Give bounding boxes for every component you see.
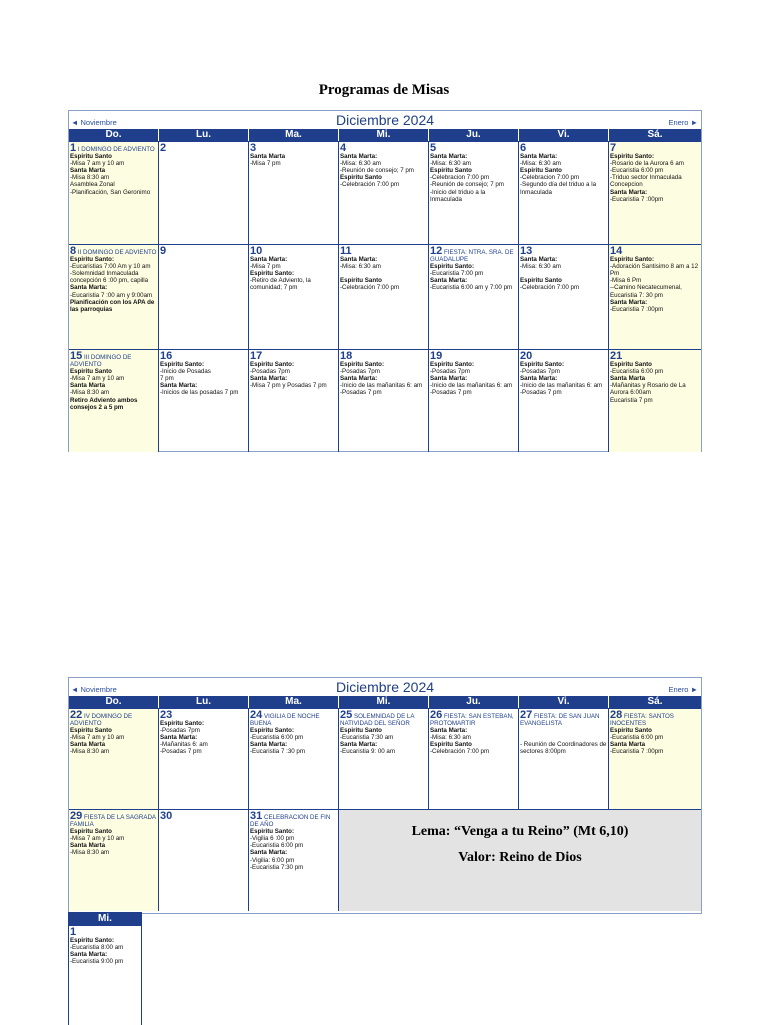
event-line: -Eucaristia 7 :00pm — [610, 305, 664, 313]
next-month-link[interactable]: Enero ► — [668, 118, 698, 127]
event-line: Santa Marta: — [430, 153, 468, 161]
day-header — [250, 351, 337, 361]
day-number: 3 — [250, 142, 257, 154]
day-number: 22 — [70, 709, 83, 721]
event-line: -Inicio de Posadas 7 pm — [160, 368, 211, 383]
day-header — [520, 351, 607, 361]
event-line: -Misa 8:30 am — [70, 748, 110, 756]
event-line: -Eucaristia 7 :00 am y 9:00am — [70, 291, 153, 299]
event-line: Santa Marta: — [340, 153, 378, 161]
event-line: Santa Marta: — [250, 849, 288, 857]
event-line: -Vigilia: 6:00 pm -Eucaristia 7:30 pm — [250, 856, 304, 871]
event-line: Santa Marta: — [250, 375, 288, 383]
day-number: 30 — [160, 810, 173, 822]
event-line: -Posadas 7pm — [340, 368, 380, 376]
event-line: Santa Marta: — [250, 256, 288, 264]
weekday-label: Sá. — [647, 696, 663, 707]
day-number: 8 — [70, 245, 77, 257]
day-cell[interactable] — [249, 350, 339, 452]
day-cell[interactable] — [519, 350, 609, 452]
day-feast-title: I DOMINGO DE ADVIENTO — [76, 146, 155, 153]
event-line: Espiritu Santo: — [520, 361, 565, 369]
weekday-header-row — [69, 696, 701, 708]
event-line: Santa Marta — [70, 741, 106, 749]
event-line: Espiritu Santo: — [250, 270, 295, 278]
calendar-december-part-2 — [68, 677, 702, 914]
event-line: -Inicio de las mañanitas 6: am -Posadas 7 pm — [520, 382, 603, 397]
event-line: Espiritu Santo: — [610, 256, 655, 264]
day-header — [430, 246, 517, 263]
day-number: 2 — [160, 142, 167, 154]
day-header — [70, 351, 157, 368]
day-number: 1 — [70, 142, 77, 154]
event-line: -Inicios de las posadas 7 pm — [160, 389, 239, 397]
day-header — [430, 351, 517, 361]
day-number: 10 — [250, 245, 263, 257]
day-number: 24 — [250, 709, 263, 721]
day-header — [340, 143, 427, 153]
day-cell[interactable] — [249, 810, 339, 911]
event-line: -Posadas 7pm — [430, 368, 470, 376]
event-line: Espiritu Santo — [70, 153, 112, 161]
day-header — [610, 143, 700, 153]
day-number: 16 — [160, 350, 173, 362]
day-cell[interactable] — [519, 709, 609, 809]
event-line: Espiritu Santo: — [160, 361, 205, 369]
event-line: -Inicio de las mañanitas 6: am -Posadas 7 pm — [430, 382, 513, 397]
event-line: Espiritu Santo — [70, 828, 112, 836]
event-line: -Eucaristia 6:00 am y 7:00 pm — [430, 284, 513, 292]
day-number: 28 — [610, 709, 623, 721]
day-feast-title: III DOMINGO DE ADVIENTO — [70, 354, 132, 369]
day-cell[interactable] — [69, 350, 159, 452]
event-line: Santa Marta: — [340, 741, 378, 749]
event-line: -Celebración 7:00 pm — [340, 284, 400, 292]
day-cell[interactable] — [249, 709, 339, 809]
calendar-january-fragment — [68, 912, 142, 1025]
event-line: -Mañanitas y Rosario de La Aurora 6:00am Eucaristia 7 pm — [610, 382, 686, 404]
day-cell[interactable] — [609, 350, 701, 452]
day-number: 14 — [610, 245, 623, 257]
event-line: -Eucaristia 6:00 pm — [610, 368, 664, 376]
event-line: Espiritu Santo: — [430, 263, 475, 271]
day-cell[interactable] — [519, 245, 609, 349]
day-number: 21 — [610, 350, 623, 362]
day-header — [340, 710, 427, 727]
weekday-label: Mi. — [98, 913, 112, 924]
event-line: Espiritu Santo — [70, 727, 112, 735]
day-cell[interactable] — [159, 350, 249, 452]
day-header — [250, 143, 337, 153]
event-line: Espiritu Santo — [520, 277, 562, 285]
day-cell[interactable] — [519, 142, 609, 244]
day-number: 31 — [250, 810, 263, 822]
event-line: Santa Marta: — [340, 375, 378, 383]
day-cell[interactable] — [159, 245, 249, 349]
event-line: -Inicio de las mañanitas 6: am -Posadas 7 pm — [340, 382, 423, 397]
day-number: 6 — [520, 142, 527, 154]
day-header — [160, 710, 247, 720]
event-line: Espiritu Santo: — [250, 361, 295, 369]
day-header — [610, 710, 700, 727]
day-header — [250, 811, 337, 828]
weekday-label: Vi. — [519, 696, 609, 708]
event-line: -Misa 7 pm y Posadas 7 pm — [250, 382, 327, 390]
event-line: Santa Marta: — [520, 256, 558, 264]
day-header — [160, 811, 247, 821]
day-number: 1 — [70, 926, 77, 938]
event-line: Santa Marta: — [430, 375, 468, 383]
calendar-december-part-1 — [68, 110, 702, 452]
event-line: -Posadas 7pm — [520, 368, 560, 376]
event-line: -Misa: 6:30 am — [520, 160, 561, 168]
day-cell[interactable] — [159, 810, 249, 911]
day-feast-title: VIGILIA DE NOCHE BUENA — [250, 713, 320, 728]
event-line: Santa Marta — [70, 167, 106, 175]
event-line: Planificación con los APA de las parroquias — [70, 298, 155, 313]
day-number: 17 — [250, 350, 263, 362]
day-cell[interactable] — [159, 142, 249, 244]
week-row — [69, 809, 701, 911]
event-line: Asamblea Zonal -Planificación, San Geronimo — [70, 181, 151, 196]
day-cell[interactable] — [609, 709, 701, 809]
event-line: Santa Marta — [250, 153, 286, 161]
event-line: -Celebración 7:00 pm — [520, 284, 580, 292]
day-number: 15 — [70, 350, 83, 362]
day-cell[interactable] — [609, 142, 701, 244]
day-header — [70, 927, 140, 937]
day-feast-title: SOLEMNIDAD DE LA NATIVIDAD DEL SEÑOR — [340, 713, 415, 728]
event-line: Espiritu Santo: — [340, 361, 385, 369]
day-number: 26 — [430, 709, 443, 721]
weekday-label: Lu. — [159, 696, 249, 708]
weekday-label: Ma. — [249, 696, 339, 708]
event-line: -Misa: 6:30 am — [520, 263, 561, 271]
event-line: -Eucaristia 9: 00 am — [340, 748, 396, 756]
event-line: -Eucaristia 8:00 am — [70, 944, 124, 952]
day-number: 20 — [520, 350, 533, 362]
event-line: -Misa: 6:30 am — [340, 263, 381, 271]
event-line: Espiritu Santo — [340, 727, 382, 735]
day-cell[interactable] — [609, 245, 701, 349]
next-month-link[interactable]: Enero ► — [668, 685, 698, 694]
event-line: -Misa 7 am y 10 am — [70, 375, 125, 383]
day-header — [520, 246, 607, 256]
event-line: -Rosario de la Aurora 6 am -Eucaristia 6:00 pm -Triduo sector Inmaculada Concepcion — [610, 160, 684, 189]
month-title: Diciembre 2024 — [335, 112, 435, 128]
day-number: 19 — [430, 350, 443, 362]
day-cell[interactable] — [69, 810, 159, 911]
day-cell[interactable] — [249, 245, 339, 349]
event-line: Espiritu Santo: — [610, 153, 655, 161]
event-line: -Eucaristia 6:00 pm — [250, 734, 304, 742]
day-number: 9 — [160, 245, 167, 257]
month-title: Diciembre 2024 — [335, 679, 435, 695]
event-line: -Misa 7 am y 10 am — [70, 160, 125, 168]
day-cell[interactable] — [69, 245, 159, 349]
event-line: -Misa: 6:30 am — [430, 160, 471, 168]
event-line: Espiritu Santo — [430, 741, 472, 749]
event-line: Santa Marta: — [610, 298, 648, 306]
day-number: 11 — [340, 245, 352, 257]
event-line: -Vigilia 6 :00 pm -Eucaristia 6:00 pm — [250, 835, 304, 850]
event-line: -Misa 8:30 am — [70, 389, 110, 397]
day-header — [250, 710, 337, 727]
day-cell[interactable] — [339, 142, 429, 244]
event-line: -Celebración 7:00 pm — [430, 748, 490, 756]
weekday-header-row — [69, 129, 701, 141]
day-header — [70, 246, 157, 256]
event-line: Santa Marta: — [160, 734, 198, 742]
day-cell[interactable] — [159, 709, 249, 809]
event-line: -Misa 7 pm — [250, 160, 281, 168]
week-row — [69, 141, 701, 244]
event-line: -Mañanitas 6: am -Posadas 7 pm — [160, 741, 208, 756]
event-line: Santa Marta: — [70, 284, 108, 292]
day-cell[interactable] — [429, 142, 519, 244]
day-number: 7 — [610, 142, 617, 154]
day-feast-title: IV DOMINGO DE ADVIENTO — [70, 713, 133, 728]
event-line: -Adoración Santisimo 8 am a 12 Pm -Misa 6 Pm --Camino Necatecumenal, Eucaristia 7: 30 pm — [610, 263, 699, 299]
day-header — [160, 351, 247, 361]
day-number: 13 — [520, 245, 533, 257]
day-cell[interactable] — [249, 142, 339, 244]
day-cell[interactable] — [339, 350, 429, 452]
week-row — [69, 349, 701, 452]
event-line: Santa Marta: — [430, 277, 468, 285]
day-cell[interactable] — [69, 142, 159, 244]
weekday-label: Lu. — [159, 129, 249, 141]
event-line: Espiritu Santo: — [70, 937, 115, 945]
day-header — [520, 143, 607, 153]
event-line: -Retiro de Adviento, la comunidad; 7 pm — [250, 277, 311, 292]
day-header — [70, 143, 157, 153]
calendar-header — [69, 111, 701, 129]
event-line: Espiritu Santo — [520, 167, 562, 175]
event-line: -Posadas 7pm — [160, 727, 200, 735]
week-row — [69, 244, 701, 349]
event-line: -Eucaristia 7 :00pm — [610, 195, 664, 203]
prev-month-link[interactable]: ◄ Noviembre — [71, 685, 117, 694]
day-cell[interactable] — [429, 350, 519, 452]
day-header — [430, 710, 517, 727]
day-feast-title: II DOMINGO DE ADVIENTO — [76, 249, 157, 256]
event-line: -Misa 7 pm — [250, 263, 281, 271]
day-cell[interactable] — [69, 709, 159, 809]
weekday-header-row — [69, 913, 141, 925]
day-header — [610, 351, 700, 361]
event-line: Santa Marta: — [610, 188, 648, 196]
weekday-label: Mi. — [339, 129, 429, 141]
event-line: -Eucaristia 7 :00pm — [610, 748, 664, 756]
day-cell[interactable] — [339, 245, 429, 349]
event-line: Santa Marta: — [250, 741, 288, 749]
weekday-label: Vi. — [519, 129, 609, 141]
event-line: -Posadas 7pm — [250, 368, 290, 376]
day-header — [610, 246, 700, 256]
weekday-label: Ju. — [429, 696, 519, 708]
day-header — [340, 246, 427, 256]
event-line: -Eucaristia 7 :30 pm — [250, 748, 306, 756]
calendar-header — [69, 678, 701, 696]
day-header — [160, 143, 247, 153]
weekday-label: Do. — [69, 129, 159, 141]
event-line: Espiritu Santo — [610, 361, 652, 369]
day-cell[interactable] — [69, 925, 141, 1025]
event-line: -Misa 7 am y 10 am — [70, 835, 125, 843]
event-line: Retiro Adviento ambos consejos 2 a 5 pm — [70, 396, 138, 411]
document-title: Programas de Misas — [318, 82, 450, 98]
day-feast-title: CELEBRACION DE FIN DE AÑO — [250, 814, 331, 829]
day-header — [340, 351, 427, 361]
weekday-label: Ma. — [249, 129, 339, 141]
day-header — [70, 811, 157, 828]
day-number: 23 — [160, 709, 173, 721]
day-number: 29 — [70, 810, 83, 822]
event-line: -Misa: 6:30 am — [430, 734, 471, 742]
day-feast-title: FIESTA DE LA SAGRADA FAMILIA — [70, 814, 156, 829]
event-line: Espiritu Santo — [70, 368, 112, 376]
event-line: Santa Marta: — [520, 375, 558, 383]
week-row — [69, 708, 701, 809]
event-line: -Misa 8:30 am — [70, 174, 110, 182]
lema-box — [339, 810, 701, 911]
event-line: -Celebracion 7:00 pm -Segundo día del triduo a la Inmaculada — [520, 174, 597, 196]
weekday-label: Mi. — [339, 696, 429, 708]
day-cell[interactable] — [429, 709, 519, 809]
event-line: Espiritu Santo: — [70, 256, 115, 264]
event-line: Santa Marta: — [340, 256, 378, 264]
event-line: Santa Marta: — [520, 153, 558, 161]
weekday-label: Sá. — [647, 129, 663, 140]
event-line: Espiritu Santo — [340, 174, 382, 182]
day-feast-title: FIESTA: NTRA. SRA. DE GUADALUPE — [430, 249, 514, 264]
prev-month-link[interactable]: ◄ Noviembre — [71, 118, 117, 127]
day-feast-title: FIESTA: SAN ESTEBAN, PROTOMARTIR — [430, 713, 514, 728]
weekday-label: Do. — [69, 696, 159, 708]
event-line: Espiritu Santo: — [250, 828, 295, 836]
event-line: Espiritu Santo — [610, 727, 652, 735]
weekday-label: Ju. — [429, 129, 519, 141]
event-line: -Eucaristias 7:00 Am y 10 am -Solemnidad Inmaculada concepción 6 :00 pm, capilla — [70, 263, 151, 285]
event-line: Santa Marta — [610, 741, 646, 749]
event-line: Santa Marta — [610, 375, 646, 383]
event-line: Espiritu Santo: — [160, 720, 205, 728]
event-line: Espiritu Santo — [430, 167, 472, 175]
day-feast-title: FIESTA: SANTOS INOCENTES — [610, 713, 674, 728]
event-line: Santa Marta: — [160, 382, 198, 390]
event-line: -Eucaristia 7:30 am — [340, 734, 394, 742]
event-line: Espiritu Santo: — [430, 361, 475, 369]
day-cell[interactable] — [339, 709, 429, 809]
event-line: -Misa 7 am y 10 am — [70, 734, 125, 742]
day-number: 27 — [520, 709, 533, 721]
day-number: 4 — [340, 142, 347, 154]
event-line: -Celebracion 7:00 pm -Reunión de consejo; 7 pm -Inicio del triduo a la Inmaculada — [430, 174, 504, 203]
day-number: 5 — [430, 142, 437, 154]
day-cell[interactable] — [429, 245, 519, 349]
event-line: -Eucaristia 6:00 pm — [610, 734, 664, 742]
day-header — [520, 710, 607, 727]
event-line: -Eucaristia 7:00 pm — [430, 270, 484, 278]
event-line: Santa Marta — [70, 842, 106, 850]
day-header — [250, 246, 337, 256]
day-feast-title: FIESTA: DE SAN JUAN EVANGELISTA — [520, 713, 600, 728]
event-line: Santa Marta — [70, 382, 106, 390]
day-header — [70, 710, 157, 727]
day-header — [430, 143, 517, 153]
event-line: -Eucaristia 9:00 pm — [70, 958, 124, 966]
event-line: -Celebración 7:00 pm — [340, 181, 400, 189]
valor-text: Valor: Reino de Dios — [458, 850, 582, 865]
event-line: -Misa 8:30 am — [70, 849, 110, 857]
day-number: 18 — [340, 350, 353, 362]
lema-text: Lema: “Venga a tu Reino” (Mt 6,10) — [411, 824, 629, 839]
event-line: Santa Marta: — [70, 951, 108, 959]
event-line: - Reunión de Coordinadores de sectores 8:00pm — [520, 741, 607, 756]
day-number: 12 — [430, 245, 443, 257]
day-number: 25 — [340, 709, 353, 721]
event-line: Espiritu Santo — [340, 277, 382, 285]
event-line: -Misa: 6:30 am -Reunión de consejo; 7 pm — [340, 160, 414, 175]
day-header — [160, 246, 247, 256]
event-line: Espiritu Santo: — [250, 727, 295, 735]
event-line: Santa Marta: — [430, 727, 468, 735]
